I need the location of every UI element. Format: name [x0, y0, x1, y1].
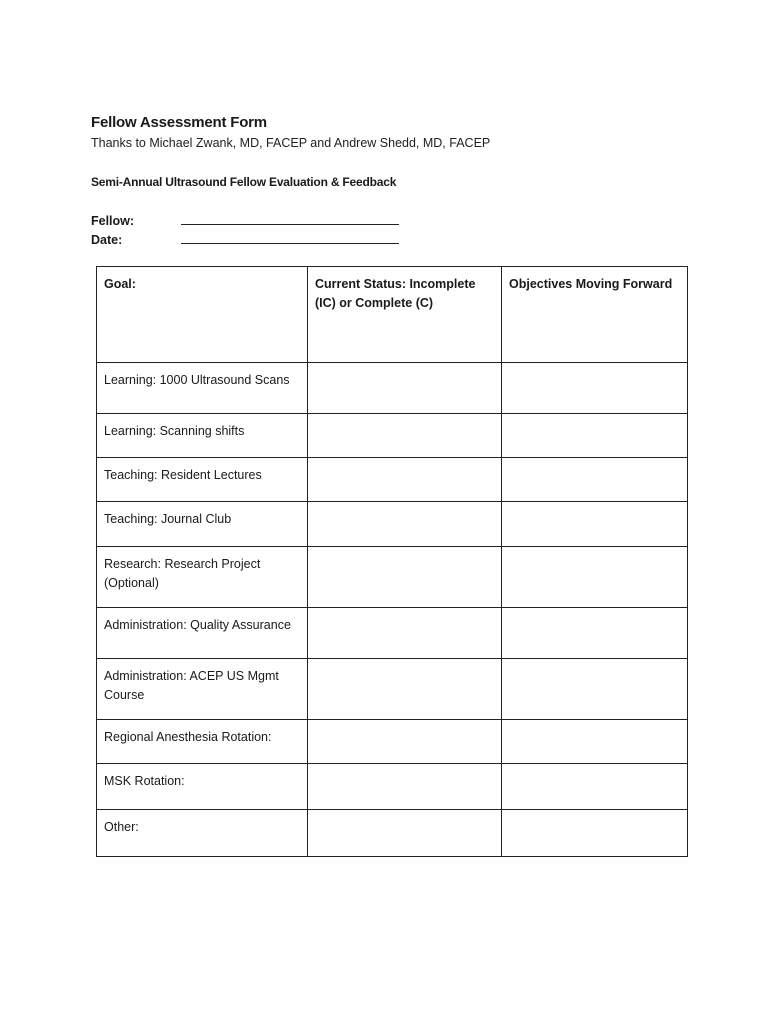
goal-cell: Other: [97, 810, 308, 857]
table-header-row [97, 267, 688, 363]
table-row [97, 414, 688, 458]
table-row [97, 363, 688, 414]
goal-cell: Regional Anesthesia Rotation: [97, 720, 308, 764]
objectives-cell[interactable] [502, 810, 688, 857]
objectives-cell[interactable] [502, 720, 688, 764]
table-row [97, 502, 688, 547]
form-title: Fellow Assessment Form [91, 114, 267, 131]
evaluation-table [96, 266, 688, 857]
table-row [97, 659, 688, 720]
status-cell[interactable] [308, 363, 502, 414]
table-row [97, 720, 688, 764]
goal-cell: MSK Rotation: [97, 764, 308, 810]
goal-cell: Teaching: Journal Club [97, 502, 308, 547]
status-cell[interactable] [308, 720, 502, 764]
goal-cell: Learning: Scanning shifts [97, 414, 308, 458]
status-cell[interactable] [308, 414, 502, 458]
date-blank-line[interactable] [181, 231, 399, 244]
column-header-goal: Goal: [97, 267, 308, 363]
date-label: Date: [91, 233, 123, 247]
status-cell[interactable] [308, 502, 502, 547]
goal-cell: Teaching: Resident Lectures [97, 458, 308, 502]
objectives-cell[interactable] [502, 414, 688, 458]
date-field [91, 231, 399, 247]
fellow-label: Fellow: [91, 214, 135, 228]
objectives-cell[interactable] [502, 547, 688, 608]
goal-cell: Administration: Quality Assurance [97, 608, 308, 659]
column-header-objectives: Objectives Moving Forward [502, 267, 688, 363]
objectives-cell[interactable] [502, 659, 688, 720]
objectives-cell[interactable] [502, 764, 688, 810]
goal-cell: Administration: ACEP US Mgmt Course [97, 659, 308, 720]
goal-cell: Research: Research Project (Optional) [97, 547, 308, 608]
table-row [97, 458, 688, 502]
status-cell[interactable] [308, 764, 502, 810]
status-cell[interactable] [308, 608, 502, 659]
column-header-current-status: Current Status: Incomplete (IC) or Complete (C) [308, 267, 502, 363]
objectives-cell[interactable] [502, 502, 688, 547]
table-row [97, 547, 688, 608]
objectives-cell[interactable] [502, 363, 688, 414]
fellow-field [91, 212, 399, 228]
status-cell[interactable] [308, 547, 502, 608]
table-row [97, 764, 688, 810]
table-row [97, 608, 688, 659]
status-cell[interactable] [308, 458, 502, 502]
objectives-cell[interactable] [502, 458, 688, 502]
goal-cell: Learning: 1000 Ultrasound Scans [97, 363, 308, 414]
fellow-blank-line[interactable] [181, 212, 399, 225]
status-cell[interactable] [308, 810, 502, 857]
credit-line: Thanks to Michael Zwank, MD, FACEP and Andrew Shedd, MD, FACEP [91, 136, 491, 150]
form-subtitle: Semi-Annual Ultrasound Fellow Evaluation & Feedback [91, 175, 397, 189]
status-cell[interactable] [308, 659, 502, 720]
objectives-cell[interactable] [502, 608, 688, 659]
table-row [97, 810, 688, 857]
